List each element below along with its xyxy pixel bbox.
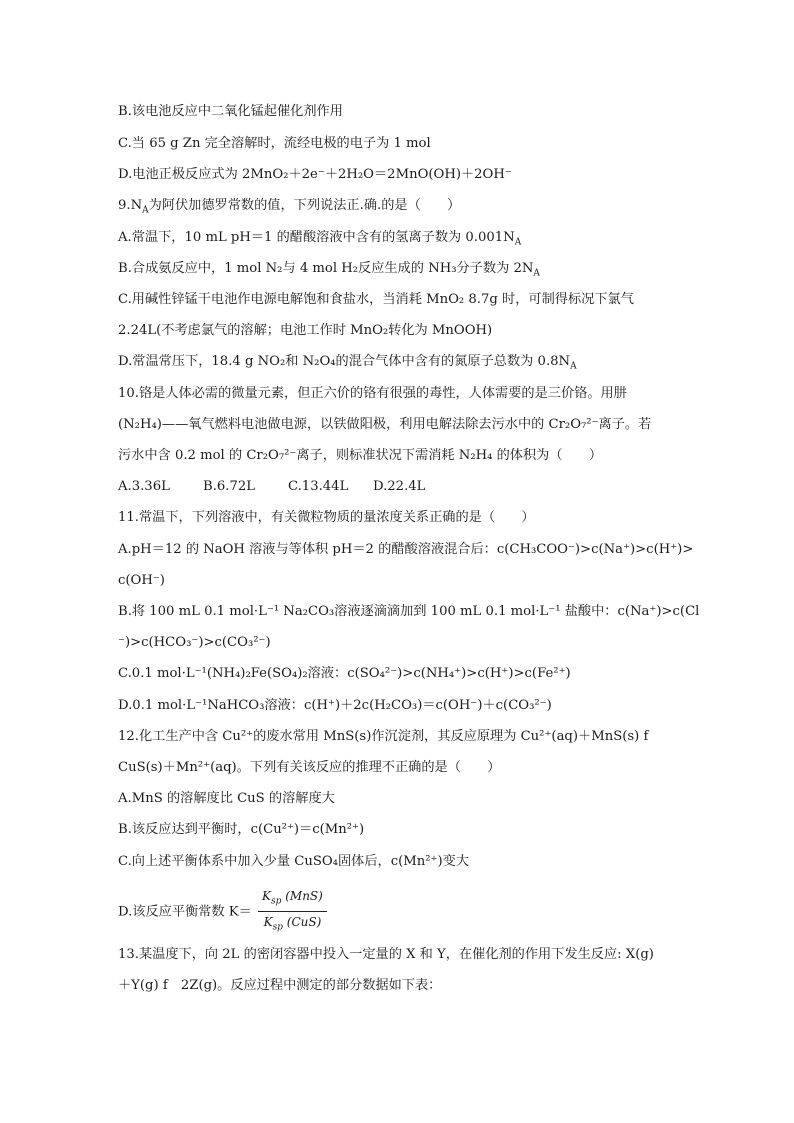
- fraction-denominator: $K_{sp}$ (CuS): [263, 915, 322, 933]
- q12-option-d: [118, 887, 327, 937]
- q11-option-b-cont: ⁻)>c(HCO₃⁻)>c(CO₃²⁻): [118, 635, 271, 650]
- q9-option-b: B.合成氨反应中，1 mol N₂与 4 mol H₂反应生成的 NH₃分子数为 $2N_A$: [118, 261, 540, 279]
- q12-option-c: C.向上述平衡体系中加入少量 CuSO₄固体后，c(Mn²⁺)变大: [118, 854, 470, 869]
- q10-options: [118, 478, 425, 496]
- q9-stem: $9.N_A$为阿伏加德罗常数的值，下列说法正.确.的是（ ）: [118, 198, 461, 216]
- q10-stem-1: 10.铬是人体必需的微量元素，但正六价的铬有很强的毒性，人体需要的是三价铬。用肼: [118, 386, 627, 401]
- q9-option-a: A.常温下，10 mL pH＝1 的醋酸溶液中含有的氢离子数为 $0.001N_A$: [118, 230, 522, 248]
- q10-option-b: B.6.72L: [203, 479, 256, 494]
- q11-option-a-cont: c(OH⁻): [118, 573, 165, 588]
- q11-option-b: B.将 100 mL 0.1 mol·L⁻¹ Na₂CO₃溶液逐滴滴加到 100 mL 0.1 mol·L⁻¹ 盐酸中：c(Na⁺)>c(Cl: [118, 604, 700, 619]
- q11-option-c: C.0.1 mol·L⁻¹(NH₄)₂Fe(SO₄)₂溶液：c(SO₄²⁻)>c(NH₄⁺)>c(H⁺)>c(Fe²⁺): [118, 666, 571, 681]
- q10-option-d: D.22.4L: [373, 479, 426, 494]
- q10-stem-2: (N₂H₄)——氧气燃料电池做电源，以铁做阳极，利用电解法除去污水中的 Cr₂O₇²⁻离子。若: [118, 417, 652, 432]
- q10-option-c: C.13.44L: [288, 479, 349, 494]
- q12-stem-1: 12.化工生产中含 Cu²⁺的废水常用 MnS(s)作沉淀剂，其反应原理为 Cu²⁺(aq)＋MnS(s) f: [118, 729, 649, 744]
- q12-stem-2: CuS(s)＋Mn²⁺(aq)。下列有关该反应的推理不正确的是（ ）: [118, 760, 501, 775]
- q8-option-c: C.当 65 g Zn 完全溶解时，流经电极的电子为 1 mol: [118, 136, 431, 151]
- q10-option-a: A.3.36L: [118, 479, 170, 494]
- q12-option-a: A.MnS 的溶解度比 CuS 的溶解度大: [118, 791, 335, 806]
- q11-option-a: A.pH＝12 的 NaOH 溶液与等体积 pH＝2 的醋酸溶液混合后：c(CH₃COO⁻)>c(Na⁺)>c(H⁺)>: [118, 542, 694, 557]
- q8-option-b: B.该电池反应中二氧化锰起催化剂作用: [118, 104, 343, 119]
- q9-option-d: D.常温常压下，18.4 g NO₂和 N₂O₄的混合气体中含有的氮原子总数为 $0.8N_A$: [118, 354, 577, 372]
- equilibrium-constant-fraction: [258, 887, 327, 937]
- q11-stem: 11.常温下，下列溶液中，有关微粒物质的量浓度关系正确的是（ ）: [118, 510, 535, 525]
- q11-option-d: D.0.1 mol·L⁻¹NaHCO₃溶液：c(H⁺)＋2c(H₂CO₃)＝c(OH⁻)＋c(CO₃²⁻): [118, 698, 552, 713]
- fraction-numerator: $K_{sp}$ (MnS): [258, 887, 327, 912]
- q9-option-c-cont: 2.24L(不考虑氯气的溶解；电池工作时 MnO₂转化为 MnOOH): [118, 323, 493, 338]
- q9-option-c: C.用碱性锌锰干电池作电源电解饱和食盐水，当消耗 MnO₂ 8.7g 时，可制得标况下氯气: [118, 292, 634, 307]
- q12-option-b: B.该反应达到平衡时，c(Cu²⁺)＝c(Mn²⁺): [118, 822, 365, 837]
- q13-stem-2: ＋Y(g) f 2Z(g)。反应过程中测定的部分数据如下表：: [118, 978, 442, 993]
- q12-option-d-prefix: D.该反应平衡常数 K＝: [118, 904, 252, 920]
- q13-stem-1: 13.某温度下，向 2L 的密闭容器中投入一定量的 X 和 Y，在催化剂的作用下发生反应: X(g): [118, 947, 654, 962]
- q8-option-d: D.电池正极反应式为 2MnO₂＋2e⁻＋2H₂O＝2MnO(OH)＋2OH⁻: [118, 167, 512, 182]
- q10-stem-3: 污水中含 0.2 mol 的 Cr₂O₇²⁻离子，则标准状况下需消耗 N₂H₄ 的体积为（ ）: [118, 448, 603, 463]
